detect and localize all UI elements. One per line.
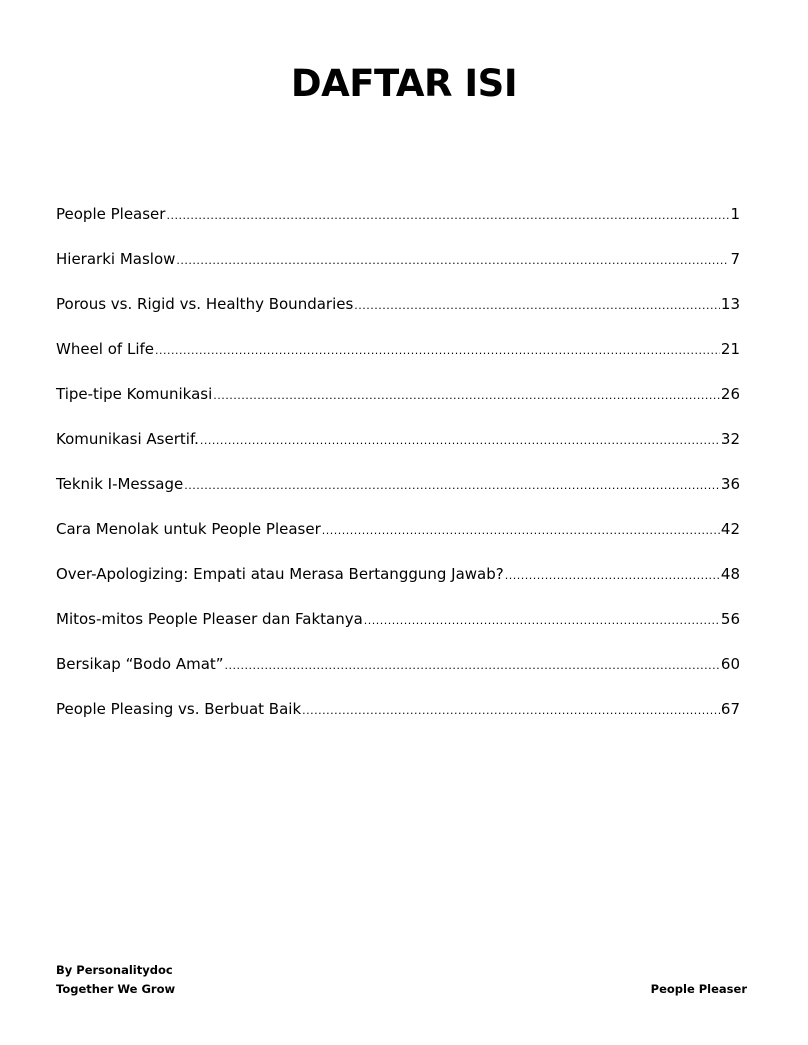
toc-dot-leader	[225, 655, 720, 677]
page-title: DAFTAR ISI	[290, 62, 518, 105]
toc-entry[interactable]	[56, 338, 740, 383]
footer-book-title: People Pleaser	[650, 982, 747, 996]
toc-entry[interactable]	[56, 293, 740, 338]
toc-entry-label: Cara Menolak untuk People Pleaser	[56, 520, 321, 538]
toc-entry-label: Tipe-tipe Komunikasi	[56, 385, 213, 403]
toc-dot-leader	[322, 520, 720, 542]
toc-entry-page: 21	[720, 340, 740, 358]
toc-entry-page: 36	[720, 475, 740, 493]
toc-entry-page: 67	[720, 700, 740, 718]
toc-dot-leader	[505, 565, 720, 587]
toc-entry[interactable]	[56, 518, 740, 563]
toc-entry-label: People Pleasing vs. Berbuat Baik	[56, 700, 302, 718]
toc-entry-label: Bersikap “Bodo Amat”	[56, 655, 224, 673]
toc-entry[interactable]	[56, 428, 740, 473]
toc-entry-label: Mitos-mitos People Pleaser dan Faktanya	[56, 610, 363, 628]
toc-dot-leader	[176, 250, 729, 272]
toc-dot-leader	[354, 295, 720, 317]
toc-entry[interactable]	[56, 248, 740, 293]
footer-tagline: Together We Grow	[56, 982, 176, 996]
toc-entry-page: 13	[720, 295, 740, 313]
toc-dot-leader	[166, 205, 729, 227]
toc-entry[interactable]	[56, 383, 740, 428]
toc-entry-page: 48	[720, 565, 740, 583]
toc-dot-leader	[200, 430, 720, 452]
toc-entry[interactable]	[56, 653, 740, 698]
toc-entry-page: 56	[720, 610, 740, 628]
toc-entry[interactable]	[56, 203, 740, 248]
toc-entry-page: 7	[730, 250, 740, 268]
toc-entry-label: Hierarki Maslow	[56, 250, 176, 268]
footer-left	[56, 961, 175, 999]
toc-dot-leader	[364, 610, 720, 632]
toc-entry[interactable]	[56, 608, 740, 653]
toc-entry-label: Wheel of Life	[56, 340, 154, 358]
toc-entry-page: 60	[720, 655, 740, 673]
table-of-contents	[56, 203, 740, 743]
toc-entry-label: Over-Apologizing: Empati atau Merasa Bertanggung Jawab?	[56, 565, 504, 583]
toc-entry-label: Komunikasi Asertif.	[56, 430, 199, 448]
toc-entry[interactable]	[56, 698, 740, 743]
toc-entry-page: 32	[720, 430, 740, 448]
toc-dot-leader	[213, 385, 720, 407]
toc-entry-label: Porous vs. Rigid vs. Healthy Boundaries	[56, 295, 354, 313]
toc-dot-leader	[155, 340, 720, 362]
toc-entry-page: 26	[720, 385, 740, 403]
toc-dot-leader	[302, 700, 720, 722]
toc-dot-leader	[184, 475, 720, 497]
toc-entry[interactable]	[56, 563, 740, 608]
toc-entry-page: 1	[730, 205, 740, 223]
toc-entry-label: People Pleaser	[56, 205, 166, 223]
toc-entry-page: 42	[720, 520, 740, 538]
toc-entry[interactable]	[56, 473, 740, 518]
footer-author: By Personalitydoc	[56, 963, 173, 977]
toc-entry-label: Teknik I-Message	[56, 475, 184, 493]
